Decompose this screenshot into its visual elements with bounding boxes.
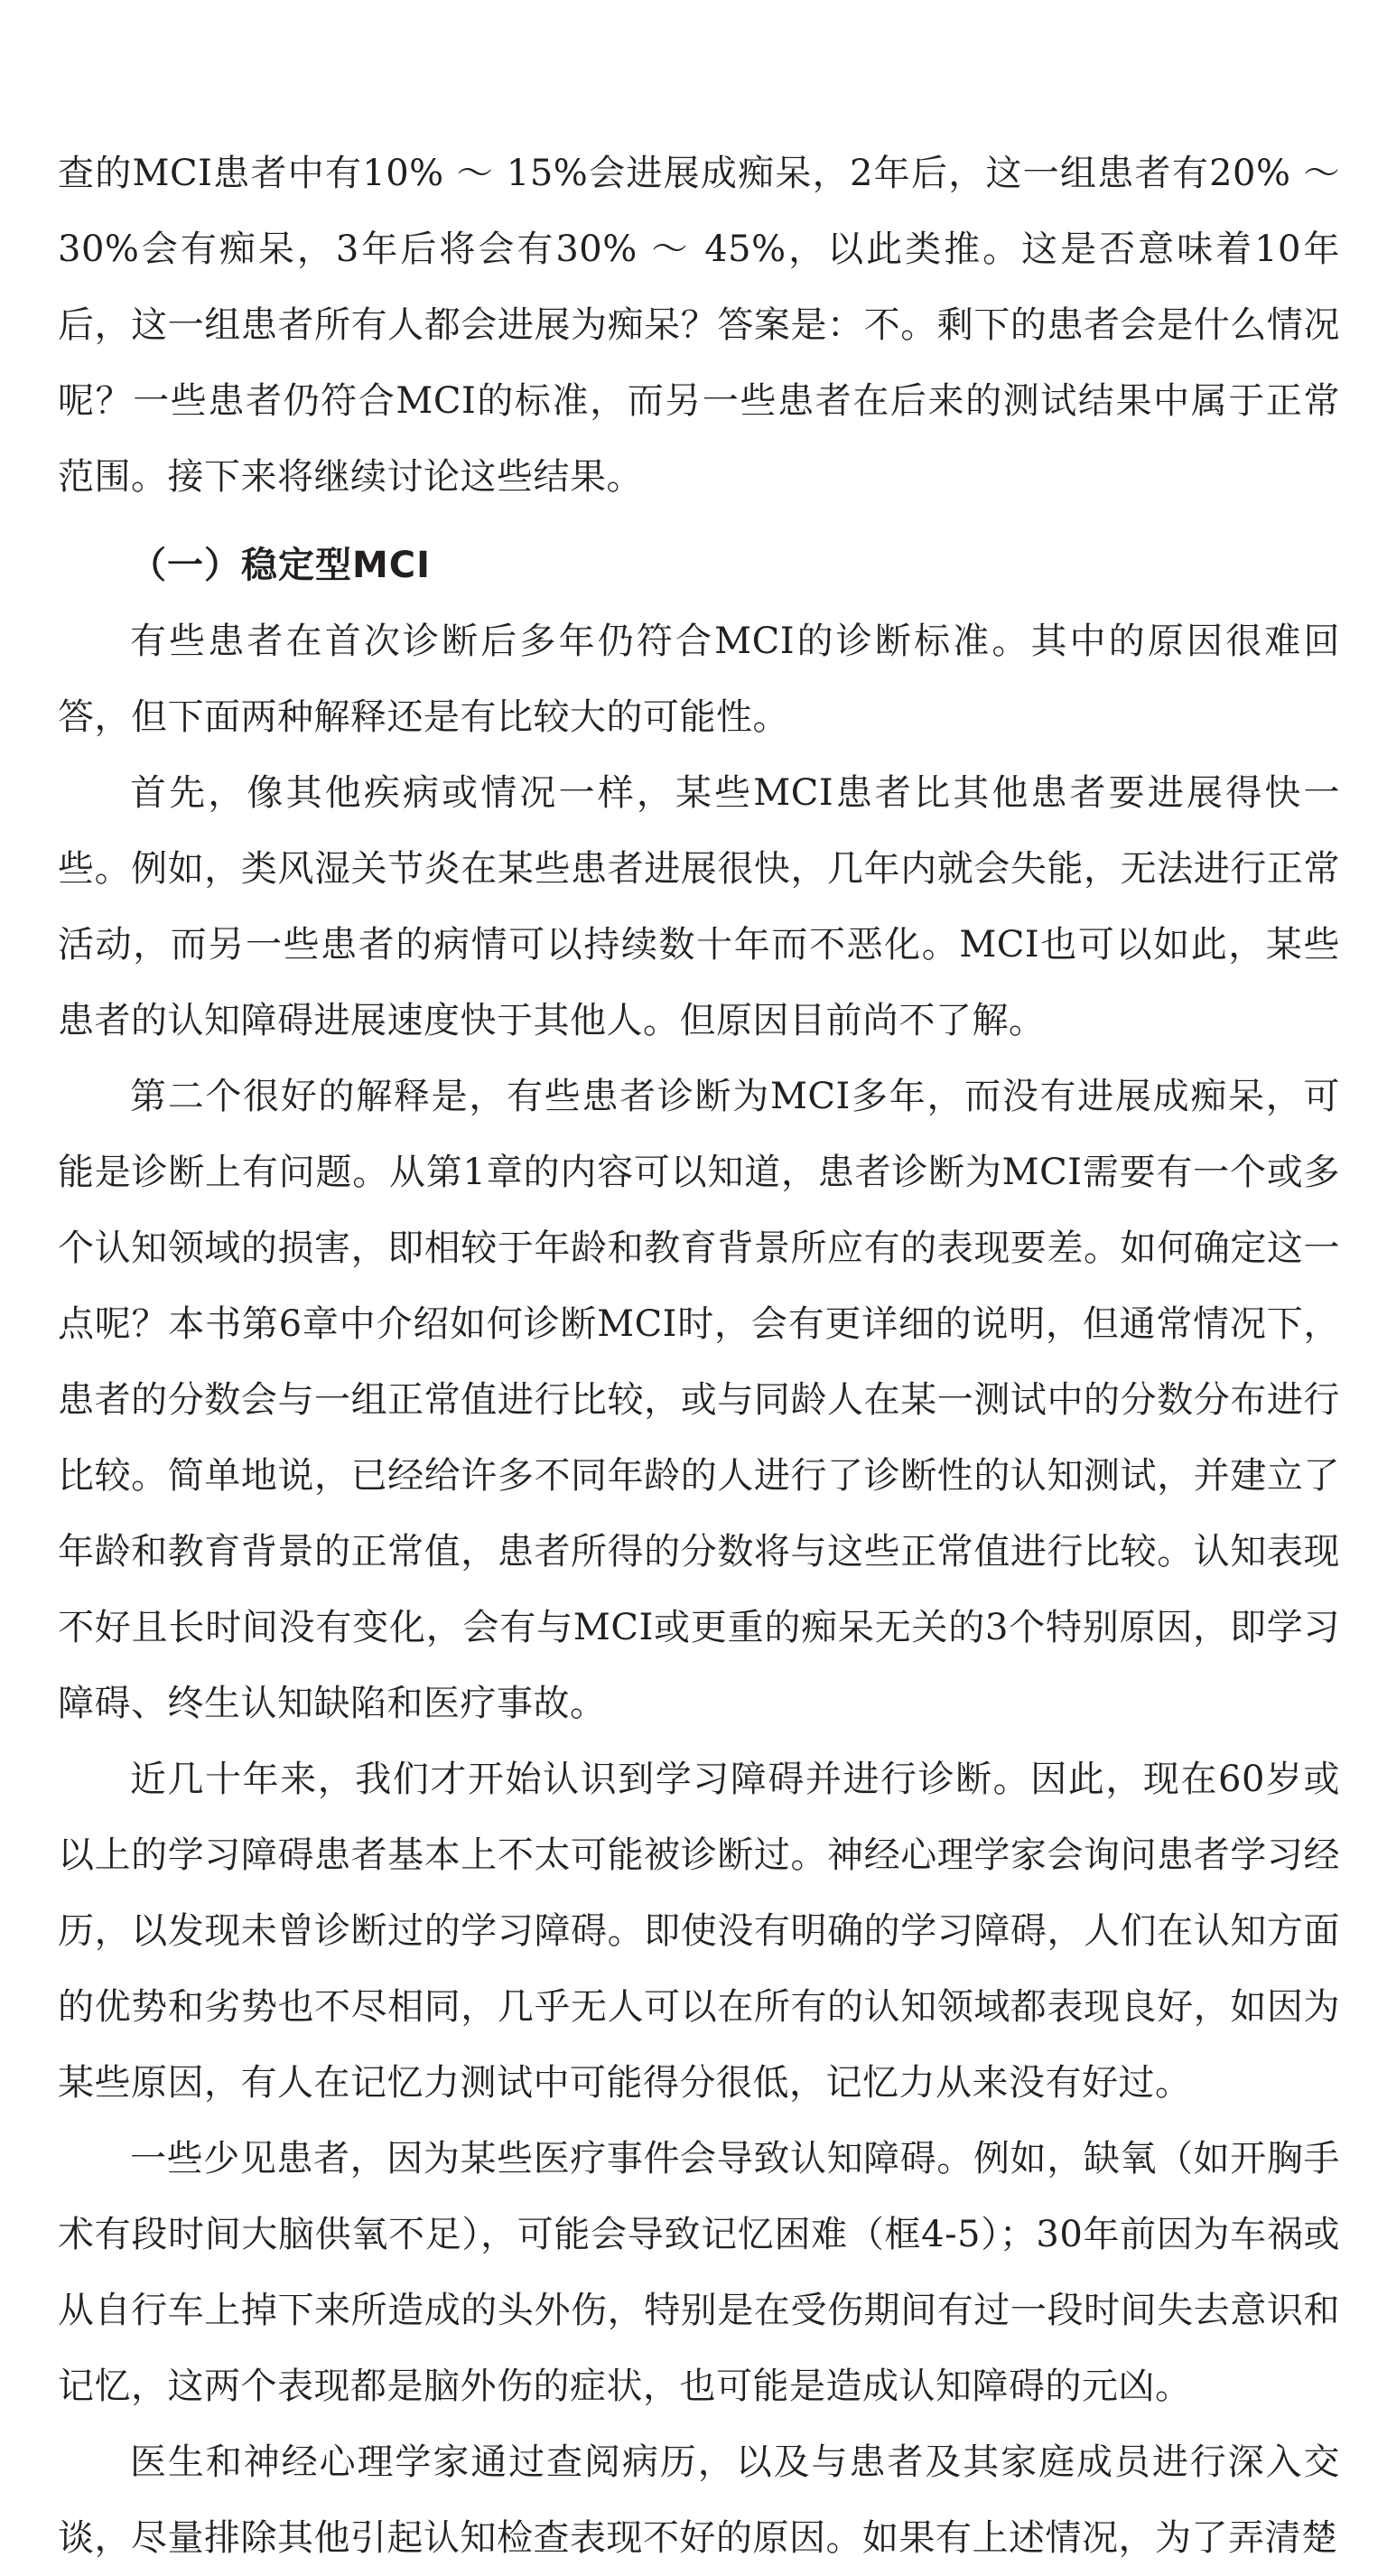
- paragraph: 首先，像其他疾病或情况一样，某些MCI患者比其他患者要进展得快一些。例如，类风湿关节炎在某些患者进展很快，几年内就会失能，无法进行正常活动，而另一些患者的病情可以持续数十年而不恶化。MCI也可以如此，某些患者的认知障碍进展速度快于其他人。但原因目前尚不了解。: [58, 772, 1340, 1041]
- section-spacer: [58, 515, 1340, 527]
- paragraph: 医生和神经心理学家通过查阅病历，以及与患者及其家庭成员进行深入交谈，尽量排除其他引起认知检查表现不好的原因。如果有上述情况，为了弄清楚: [58, 2441, 1340, 2559]
- paragraph-continued: 查的MCI患者中有10% ～ 15%会进展成痴呆，2年后，这一组患者有20% ～ 30%会有痴呆，3年后将会有30% ～ 45%，以此类推。这是否意味着10年后，这一组患者所有人都会进展为痴呆？答案是：不。剩下的患者会是什么情况呢？一些患者仍符合MCI的标准，而另一些患者在后来的测试结果中属于正常范围。接下来将继续讨论这些结果。: [58, 153, 1340, 498]
- paragraph: 第二个很好的解释是，有些患者诊断为MCI多年，而没有进展成痴呆，可能是诊断上有问题。从第1章的内容可以知道，患者诊断为MCI需要有一个或多个认知领域的损害，即相较于年龄和教育背景所应有的表现要差。如何确定这一点呢？本书第6章中介绍如何诊断MCI时，会有更详细的说明，但通常情况下，患者的分数会与一组正常值进行比较，或与同龄人在某一测试中的分数分布进行比较。简单地说，已经给许多不同年龄的人进行了诊断性的认知测试，并建立了年龄和教育背景的正常值，患者所得的分数将与这些正常值进行比较。认知表现不好且长时间没有变化，会有与MCI或更重的痴呆无关的3个特别原因，即学习障碍、终生认知缺陷和医疗事故。: [58, 1076, 1340, 1724]
- paragraph: 近几十年来，我们才开始认识到学习障碍并进行诊断。因此，现在60岁或以上的学习障碍患者基本上不太可能被诊断过。神经心理学家会询问患者学习经历，以发现未曾诊断过的学习障碍。即使没有明确的学习障碍，人们在认知方面的优势和劣势也不尽相同，几乎无人可以在所有的认知领域都表现良好，如因为某些原因，有人在记忆力测试中可能得分很低，记忆力从来没有好过。: [58, 1759, 1340, 2104]
- document-page: [58, 135, 1340, 2576]
- paragraph: 一些少见患者，因为某些医疗事件会导致认知障碍。例如，缺氧（如开胸手术有段时间大脑供氧不足），可能会导致记忆困难（框4-5）；30年前因为车祸或从自行车上掉下来所造成的头外伤，特别是在受伤期间有过一段时间失去意识和记忆，这两个表现都是脑外伤的症状，也可能是造成认知障碍的元凶。: [58, 2138, 1340, 2407]
- section-heading: （一）稳定型MCI: [130, 545, 432, 586]
- paragraph: 有些患者在首次诊断后多年仍符合MCI的诊断标准。其中的原因很难回答，但下面两种解释还是有比较大的可能性。: [58, 621, 1340, 738]
